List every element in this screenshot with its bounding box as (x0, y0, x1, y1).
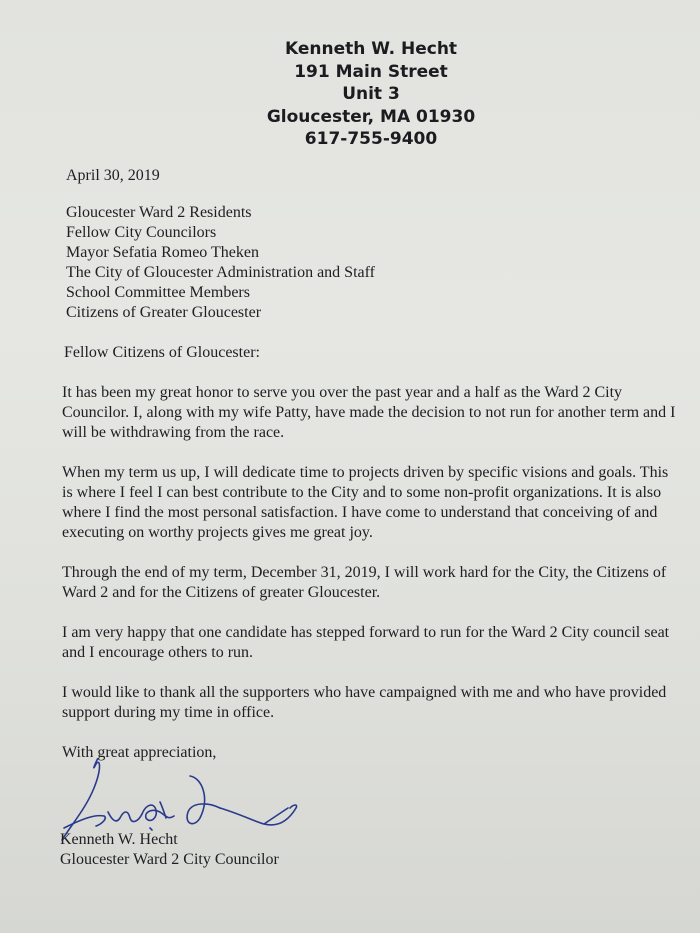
recipient-item: Citizens of Greater Gloucester (66, 304, 262, 321)
signer-title: Gloucester Ward 2 City Councilor (60, 851, 279, 868)
paragraph: It has been my great honor to serve you over the past year and a half as the Ward 2 City Councilor. I, along with my wife Patty, have made the decision to not run for another term and I will be withdrawing from the race. (62, 384, 676, 441)
salutation: Fellow Citizens of Gloucester: (64, 344, 260, 361)
paragraph: Through the end of my term, December 31, 2019, I will work hard for the City, the Citizens of Ward 2 and for the Citizens of greater Gloucester. (62, 564, 667, 601)
letter-body (62, 166, 682, 763)
paragraph: I would like to thank all the supporters who have campaigned with me and who have provided support during my time in office. (62, 684, 667, 721)
letterhead-name: Kenneth W. Hecht (284, 39, 458, 59)
paragraph: When my term us up, I will dedicate time to projects driven by specific visions and goals. This is where I feel I can best contribute to the City and to some non-profit organizations. It is also where I find the most personal satisfaction. I have come to understand that conceiving of and executing on worthy projects gives me great joy. (62, 464, 669, 541)
letterhead-city-line: Gloucester, MA 01930 (266, 106, 476, 127)
letterhead-unit: Unit 3 (342, 84, 400, 104)
letterhead (0, 38, 700, 151)
paragraph: I am very happy that one candidate has stepped forward to run for the Ward 2 City council seat and I encourage others to run. (62, 624, 670, 661)
recipient-item: School Committee Members (66, 284, 250, 301)
recipient-item: Fellow City Councilors (66, 224, 217, 241)
recipient-list (66, 203, 682, 323)
letterhead-phone: 617-755-9400 (304, 129, 438, 149)
signer-block (60, 830, 279, 870)
letterhead-street: 191 Main Street (294, 61, 448, 82)
signer-name: Kenneth W. Hecht (60, 831, 178, 848)
letter-date: April 30, 2019 (66, 167, 160, 184)
recipient-item: Gloucester Ward 2 Residents (66, 204, 252, 221)
recipient-item: Mayor Sefatia Romeo Theken (66, 244, 259, 261)
closing: With great appreciation, (62, 744, 217, 761)
recipient-item: The City of Gloucester Administration and Staff (66, 264, 375, 281)
